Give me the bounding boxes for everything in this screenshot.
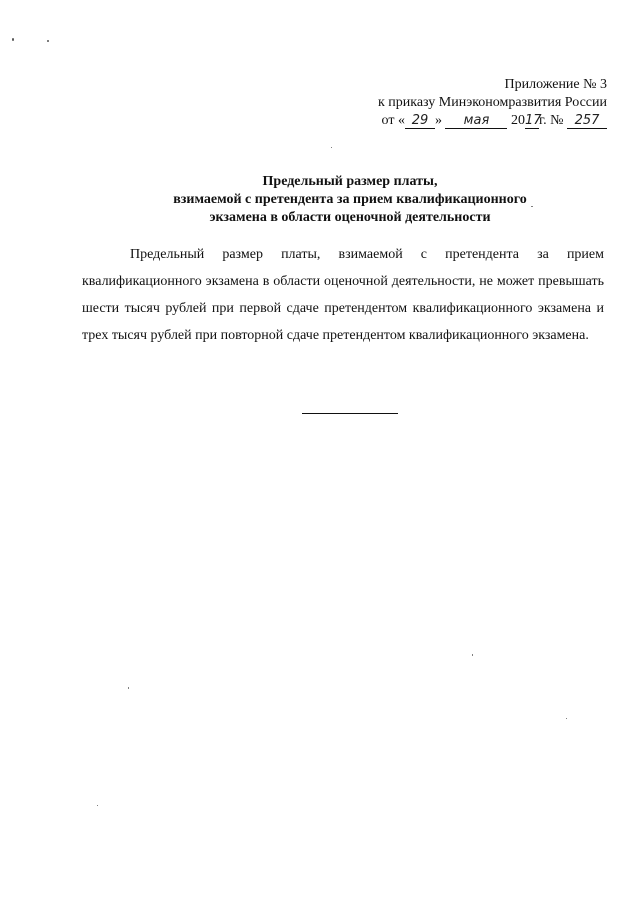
handwritten-year: 17	[524, 113, 542, 128]
title-line-2: взимаемой с претендента за прием квалификационного	[173, 192, 527, 207]
handwritten-month: мая	[445, 113, 507, 129]
appendix-number: Приложение № 3	[504, 77, 607, 92]
scan-speck	[331, 147, 332, 148]
title-line-1: Предельный размер платы,	[262, 174, 438, 189]
order-date-line	[307, 112, 607, 130]
scan-speck	[531, 206, 533, 207]
scan-speck	[128, 687, 129, 689]
date-suffix: »	[434, 113, 442, 128]
year-prefix: 20	[510, 113, 525, 128]
appendix-header	[307, 76, 607, 130]
handwritten-day: 29	[405, 113, 435, 129]
scan-speck	[566, 718, 567, 719]
date-prefix: от «	[381, 113, 405, 128]
end-divider	[302, 413, 398, 414]
scan-speck	[47, 40, 49, 42]
scan-speck	[97, 805, 98, 806]
handwritten-order-number: 257	[567, 113, 607, 129]
scan-speck	[472, 654, 473, 656]
order-reference: к приказу Минэкономразвития России	[377, 95, 607, 110]
year-label: г. №	[538, 113, 564, 128]
title-line-3: экзамена в области оценочной деятельности	[209, 210, 491, 225]
body-paragraph: Предельный размер платы, взимаемой с претендента за прием квалификационного экзамена в области оценочной деятельности, не может превышать шести тысяч рублей при первой сдаче претендентом квалификационного экзамена и трех тысяч рублей при повторной сдаче претендентом квалификационного экзамена.	[82, 247, 604, 343]
document-title	[60, 173, 640, 227]
scan-speck	[12, 38, 14, 41]
